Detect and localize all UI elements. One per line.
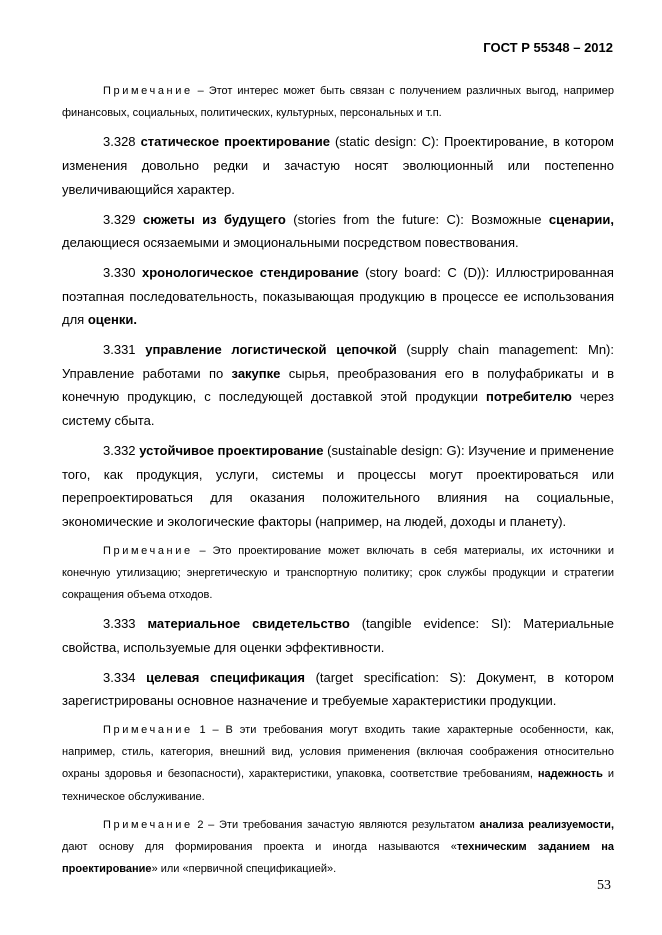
note-label: Примечание [103,85,193,97]
note-label: Примечание [103,724,193,737]
entry-3-329 [62,208,614,255]
entry-number: 3.331 [103,342,146,358]
document-body [62,80,614,887]
entry-definition-tail: через систему сбыта. [62,389,614,429]
entry-term: устойчивое проектирование [139,442,324,458]
note-text: – Этот интерес может быть связан с получением различных выгод, например финансовых, социальных, политических, культурных, персональных и т.п. [62,85,614,120]
entry-term: материальное свидетельство [147,616,350,632]
entry-number: 3.333 [103,616,148,632]
term-reference: закупке [231,365,281,381]
entry-3-328 [62,130,614,201]
note-text-tail: и техническое обслуживание. [62,768,614,803]
term-reference: сценарии, [548,211,614,227]
entry-definition: (supply chain management: Mn): Управление работами по [62,342,614,381]
entry-3-332 [62,439,614,534]
note-text: дают основу для формирования проекта и иногда называются « [62,841,457,854]
entry-3-331 [62,338,614,433]
note-text: 2 – Эти требования зачастую являются результатом [192,818,480,831]
page-number: 53 [597,878,611,893]
entry-term: статическое проектирование [140,134,330,150]
entry-definition: (static design: C): Проектирование, в котором изменения довольно редки и зачастую носят эволюционный или постепенно увеличивающийся характер. [62,134,614,197]
entry-definition: (story board: C (D)): Иллюстрированная поэтапная последовательность, показывающая продукцию в процессе ее использования для [62,264,614,328]
entry-3-330 [62,261,614,332]
note-text: – Это проектирование может включать в себя материалы, их источники и конечную утилизацию; энергетическую и транспортную политику; срок службы продукции и стратегии сокращения объема отходов. [62,544,614,602]
entry-definition: (target specification: S): Документ, в котором зарегистрированы основное назначение и требуемые характеристики продукции. [62,669,614,709]
entry-definition: (stories from the future: C): Возможные [285,211,549,227]
term-reference: надежность [537,768,603,781]
entry-3-334 [62,666,614,713]
entry-term: управление логистической цепочкой [145,342,397,358]
note-1-requirements [62,719,614,808]
entry-definition: (sustainable design: G): Изучение и применение того, как продукция, услуги, системы и процессы могут проектироваться или перепроектироваться для оказания положительного влияния на социальные, экономические и экологические факторы (например, на людей, доходы и планету). [62,442,614,529]
entry-definition: (tangible evidence: SI): Материальные свойства, используемые для оценки эффективности. [62,616,614,655]
entry-number: 3.332 [103,442,140,458]
note-2-requirements [62,814,614,881]
note-text-tail: » или «первичной спецификацией». [151,863,337,876]
note-interest [62,80,614,124]
entry-definition-tail: делающиеся осязаемыми и эмоциональными посредством повествования. [62,235,519,251]
term-reference: потребителю [486,389,572,405]
term-reference: оценки. [87,312,137,328]
entry-number: 3.334 [103,669,147,685]
entry-number: 3.329 [103,211,143,227]
entry-3-333 [62,612,614,659]
entry-term: сюжеты из будущего [142,211,286,227]
entry-number: 3.328 [103,134,141,150]
entry-term: целевая спецификация [146,669,305,685]
note-label: Примечание [103,544,193,557]
term-reference: анализа реализуемости, [479,818,615,831]
note-label: Примечание [103,818,193,831]
note-text: 1 – В эти требования могут входить такие характерные особенности, как, например, стиль, категория, внешний вид, условия применения (включая соображения относительно охраны здоровья и безопасности), характеристики, упаковка, соответствие требованиям, [62,724,614,781]
entry-number: 3.330 [103,264,142,280]
entry-term: хронологическое стендирование [141,264,359,280]
term-reference: техническим заданием на проектирование [62,841,614,876]
note-sustainable [62,540,614,607]
document-header: ГОСТ Р 55348 – 2012 [483,40,613,55]
entry-definition: сырья, преобразования его в полуфабрикаты и в конечную продукцию, с последующей доставкой этой продукции [62,365,614,405]
